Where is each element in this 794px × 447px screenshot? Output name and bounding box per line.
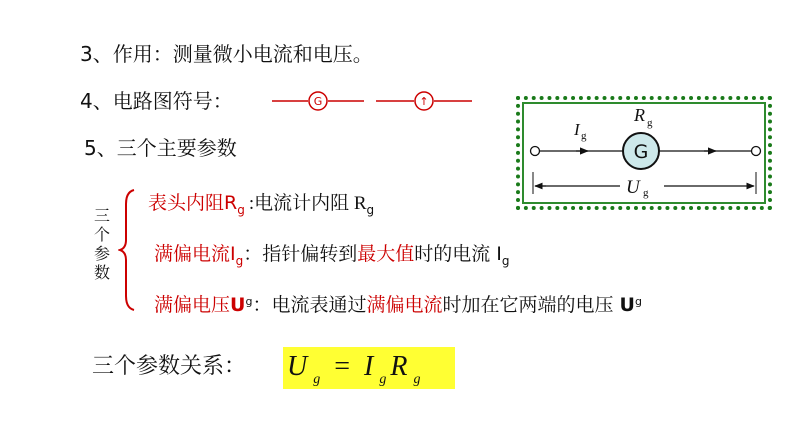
formula-r: R [390,351,408,382]
formula-sub: g [379,372,387,387]
left-brace [118,188,136,312]
voltage-sub: g [643,187,649,199]
param-full-scale-voltage [154,293,642,320]
resistance-sub: g [647,117,653,129]
right-terminal [752,147,761,156]
galvanometer-symbol [272,90,366,112]
param-desc-sub: g [366,203,375,217]
resistance-label: R [634,105,645,125]
param-term-u: U [230,294,246,316]
current-sub: g [581,130,587,142]
pointer-meter-symbol [376,90,474,112]
formula-eq: = [334,351,351,382]
formula-u: U [287,351,308,382]
relation-label: 三个参数关系： [92,354,247,379]
param-desc-sub: g [501,254,510,268]
param-desc: :电流计内阻 R [248,193,367,214]
param-desc-u: U [619,294,635,316]
relation-formula [287,351,428,388]
params-title: 5、三个主要参数 [84,136,237,160]
vertical-char: 参 [93,244,110,263]
param-term: 满偏电压 [154,294,231,316]
param-internal-resistance [148,191,374,217]
vertical-char: 三 [93,206,110,225]
param-desc-red: 最大值 [357,243,415,265]
vertical-char: 个 [93,225,110,244]
formula-i: I [364,351,374,382]
param-desc-sup: g [634,295,642,308]
param-desc-a: ：电流表通过 [252,294,367,316]
param-desc-b: 时的电流 I [414,243,502,265]
formula-sub: g [313,372,321,387]
param-term-sub: g [237,203,245,217]
left-terminal [531,147,540,156]
purpose-line: 3、作用：测量微小电流和电压。 [80,42,373,66]
vertical-char: 数 [93,263,110,282]
symbol-arrow-text: ↑ [419,95,429,108]
symbol-g-text: G [313,95,323,108]
formula-sub: g [413,372,421,387]
param-term-sup: g [245,295,253,308]
circuit-diagram [516,96,772,210]
param-desc-b: 时加在它两端的电压 [442,294,620,316]
vertical-label [92,206,112,282]
galvanometer-label: G [633,141,649,163]
voltage-label: U [626,177,640,198]
param-term: 满偏电流I [154,243,236,265]
param-full-scale-current [154,242,510,268]
current-label: I [574,120,580,139]
param-desc-a: ：指针偏转到 [243,243,358,265]
param-term-sub: g [235,254,244,268]
param-term: 表头内阻R [148,192,238,214]
symbol-label: 4、电路图符号： [80,89,233,113]
param-desc-red: 满偏电流 [366,294,443,316]
